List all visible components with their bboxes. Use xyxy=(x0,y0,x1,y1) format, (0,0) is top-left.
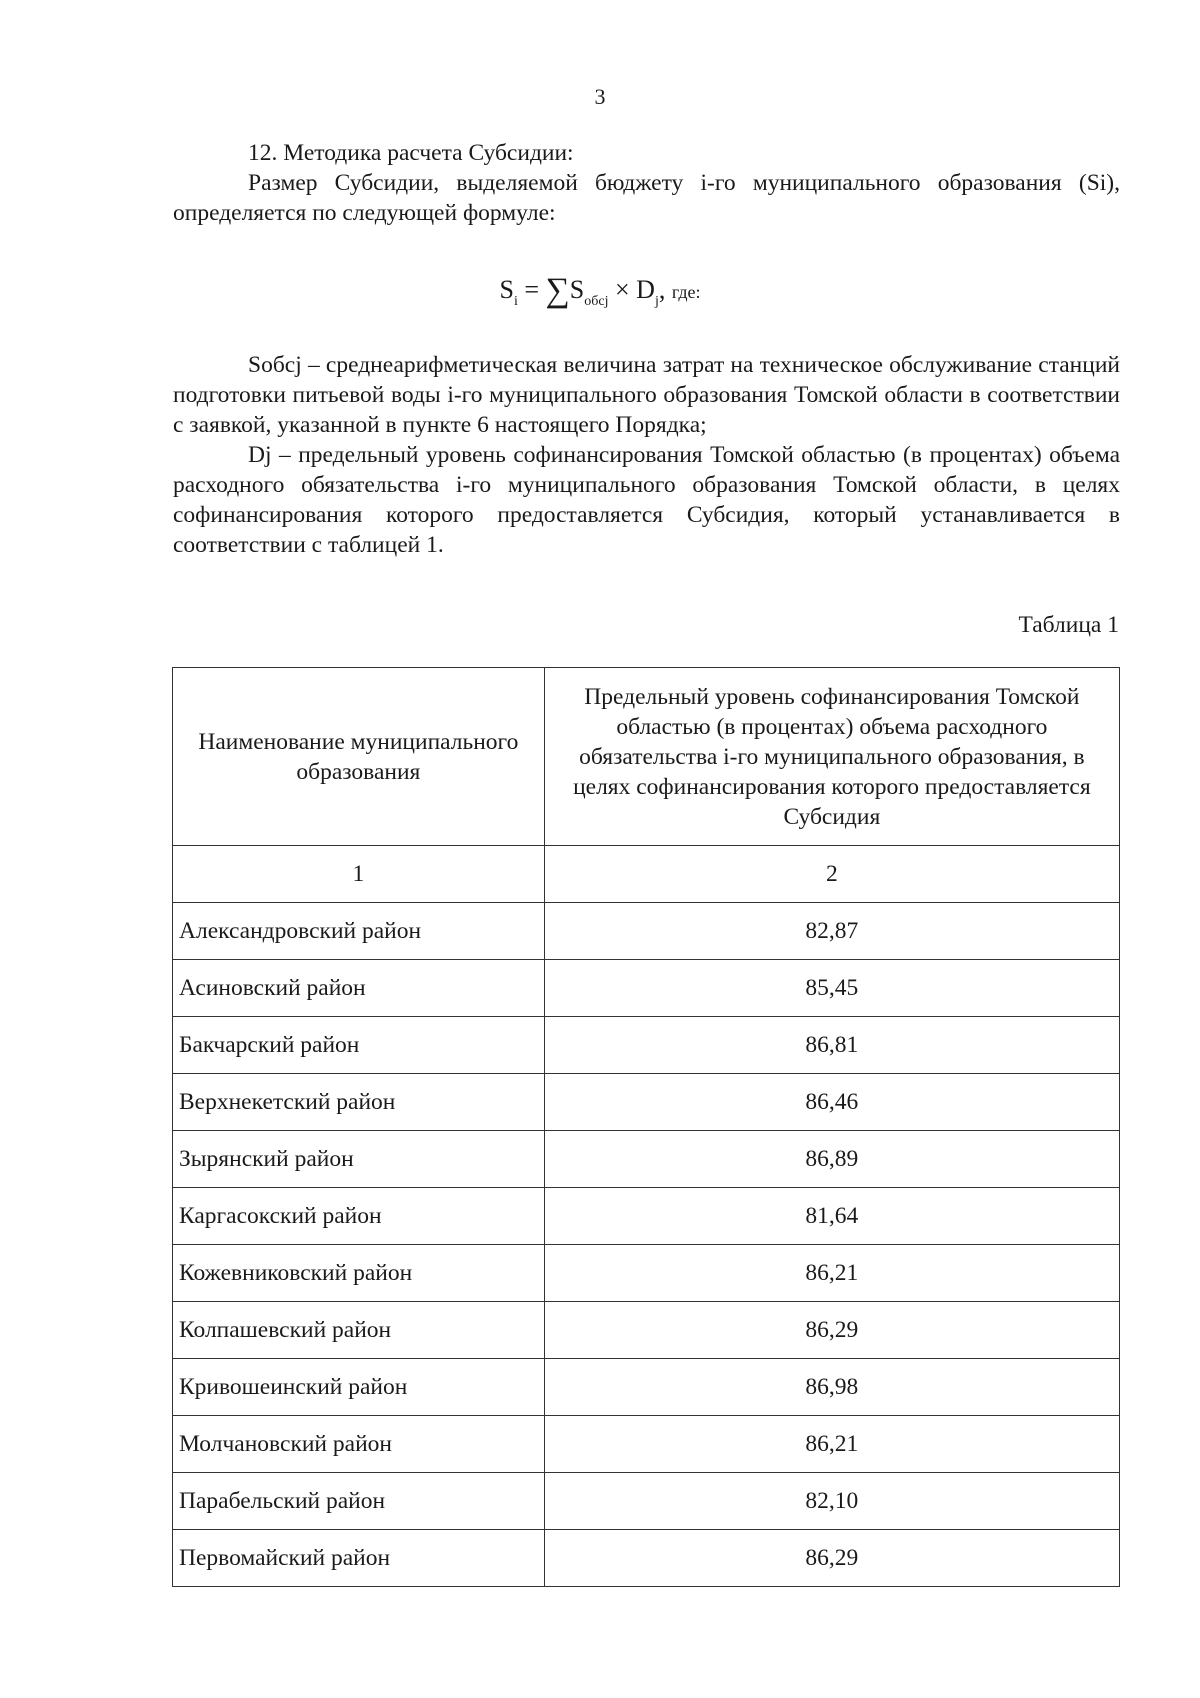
formula-where: где: xyxy=(671,282,701,302)
intro-paragraphs xyxy=(173,138,1120,228)
cofinancing-table xyxy=(172,667,1120,1587)
cofinancing-value-cell: 86,21 xyxy=(544,1245,1119,1302)
paragraph: Размер Субсидии, выделяемой бюджету i-го муниципального образования (Si), определяется по следующей формуле: xyxy=(173,170,1120,226)
table-row xyxy=(173,1359,1120,1416)
formula-times: × xyxy=(608,275,637,304)
municipality-name-cell: Каргасокский район xyxy=(173,1188,545,1245)
cofinancing-value-cell: 86,89 xyxy=(544,1131,1119,1188)
table-row xyxy=(173,903,1120,960)
paragraph: Sобсj – среднеарифметическая величина затрат на техническое обслуживание станций подготовки питьевой воды i-го муниципального образования Томской области в соответствии с заявкой, указанной в пункте 6 настоящего Порядка; xyxy=(173,352,1120,438)
cofinancing-value-cell: 82,10 xyxy=(544,1473,1119,1530)
municipality-name-cell: Парабельский район xyxy=(173,1473,545,1530)
municipality-name-cell: Первомайский район xyxy=(173,1530,545,1587)
cofinancing-value-cell: 85,45 xyxy=(544,960,1119,1017)
formula-lhs: S xyxy=(499,275,514,304)
table-row xyxy=(173,1131,1120,1188)
table-row xyxy=(173,1416,1120,1473)
municipality-name-cell: Колпашевский район xyxy=(173,1302,545,1359)
table-header-cell: Предельный уровень софинансирования Томской областью (в процентах) объема расходного обязательства i-го муниципального образования, в целях софинансирования которого предоставляется Субсидия xyxy=(544,668,1119,846)
cofinancing-value-cell: 82,87 xyxy=(544,903,1119,960)
cofinancing-value-cell: 86,29 xyxy=(544,1530,1119,1587)
table-row xyxy=(173,1530,1120,1587)
formula-s-term: S xyxy=(569,275,585,304)
municipality-name-cell: Бакчарский район xyxy=(173,1017,545,1074)
formula-d-subscript: j xyxy=(654,294,659,309)
formula-comma: , xyxy=(658,275,672,304)
municipality-name-cell: Верхнекетский район xyxy=(173,1074,545,1131)
paragraph: Dj – предельный уровень софинансирования Томской областью (в процентах) объема расходного обязательства i-го муниципального образования Томской области, в целях софинансирования которого предоставляется Субсидия, который устанавливается в соответствии с таблицей 1. xyxy=(173,442,1120,558)
cofinancing-value-cell: 86,46 xyxy=(544,1074,1119,1131)
table-row xyxy=(173,1473,1120,1530)
cofinancing-value-cell: 86,21 xyxy=(544,1416,1119,1473)
table-caption: Таблица 1 xyxy=(1018,612,1119,638)
table-row xyxy=(173,1302,1120,1359)
table-row xyxy=(173,1245,1120,1302)
column-number-cell: 2 xyxy=(544,846,1119,903)
cofinancing-value-cell: 86,29 xyxy=(544,1302,1119,1359)
table-header-cell: Наименование муниципального образования xyxy=(173,668,545,846)
cofinancing-value-cell: 86,81 xyxy=(544,1017,1119,1074)
table-header-row xyxy=(173,668,1120,846)
table-row xyxy=(173,1188,1120,1245)
table-row xyxy=(173,960,1120,1017)
column-number-cell: 1 xyxy=(173,846,545,903)
section-heading: 12. Методика расчета Субсидии: xyxy=(248,140,574,166)
municipality-name-cell: Зырянский район xyxy=(173,1131,545,1188)
cofinancing-value-cell: 86,98 xyxy=(544,1359,1119,1416)
subsidy-formula xyxy=(0,272,1200,310)
municipality-name-cell: Александровский район xyxy=(173,903,545,960)
page-number: 3 xyxy=(594,84,606,109)
definition-paragraphs xyxy=(173,350,1120,560)
municipality-name-cell: Кривошеинский район xyxy=(173,1359,545,1416)
table-row xyxy=(173,1074,1120,1131)
municipality-name-cell: Асиновский район xyxy=(173,960,545,1017)
municipality-name-cell: Кожевниковский район xyxy=(173,1245,545,1302)
formula-lhs-subscript: i xyxy=(513,294,518,309)
formula-s-subscript: обсj xyxy=(584,294,609,309)
formula-sum-sign: ∑ xyxy=(545,272,570,309)
formula-d-term: D xyxy=(636,275,655,304)
cofinancing-value-cell: 81,64 xyxy=(544,1188,1119,1245)
column-number-row xyxy=(173,846,1120,903)
municipality-name-cell: Молчановский район xyxy=(173,1416,545,1473)
formula-equals: = xyxy=(517,275,546,304)
table-row xyxy=(173,1017,1120,1074)
